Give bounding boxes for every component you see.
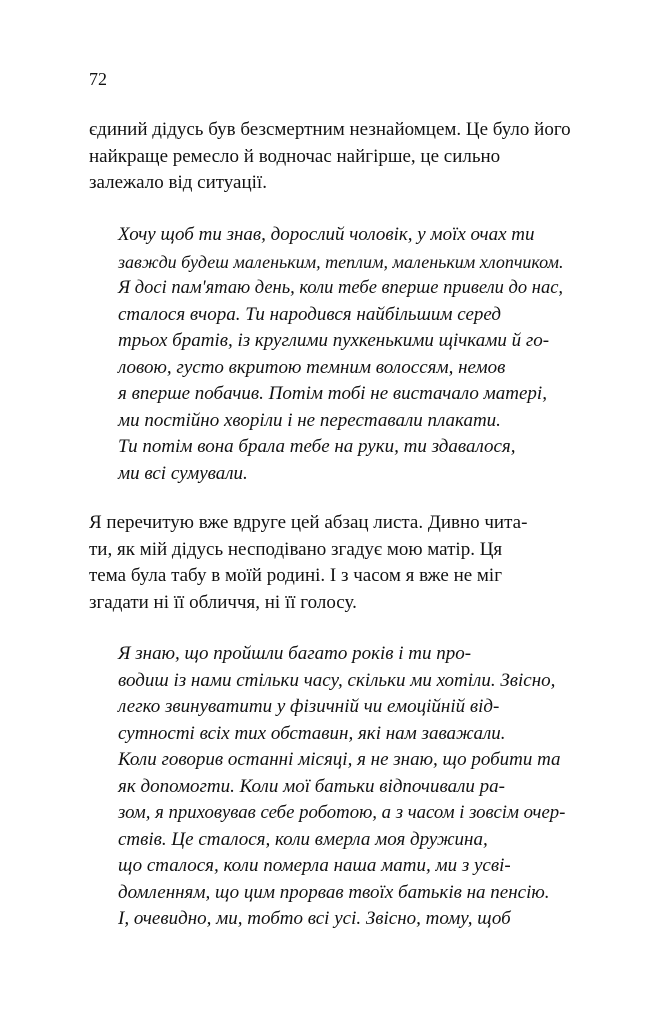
- quote-line: водиш із нами стільки часу, скільки ми хотіли. Звісно,: [118, 669, 556, 691]
- text-line: єдиний дідусь був безсмертним незнайомцем. Це було його: [89, 119, 571, 140]
- quote-line: ствів. Це сталося, коли вмерла моя дружина,: [118, 828, 488, 850]
- quote-line: легко звинуватити у фізичній чи емоційній від-: [118, 696, 500, 717]
- letter-quote-2: [118, 641, 568, 933]
- quote-line: ми всі сумували.: [118, 462, 248, 484]
- quote-line: Я досі пам'ятаю день, коли тебе вперше привели до нас,: [118, 278, 564, 298]
- text-line: ти, як мій дідусь несподівано згадує мою матір. Ця: [89, 538, 503, 560]
- text-line: згадати ні її обличчя, ні її голосу.: [89, 591, 357, 613]
- quote-line: Коли говорив останні місяці, я не знаю, що робити та: [118, 749, 561, 770]
- text-line: найкраще ремесло й водночас найгірше, це сильно: [89, 145, 501, 167]
- quote-line: домленням, що цим прорвав твоїх батьків на пенсію.: [118, 881, 550, 903]
- quote-line: сутності всіх тих обставин, які нам заважали.: [118, 722, 506, 744]
- quote-line: Хочу щоб ти знав, дорослий чоловік, у моїх очах ти: [118, 224, 535, 245]
- quote-line: що сталося, коли померла наша мати, ми з усві-: [118, 855, 511, 876]
- body-paragraph-1: [89, 117, 584, 197]
- body-paragraph-2: [89, 510, 584, 616]
- quote-line: завжди будеш маленьким, теплим, маленьким хлопчиком.: [118, 251, 564, 272]
- quote-line: як допомогти. Коли мої батьки відпочивали ра-: [118, 775, 505, 797]
- quote-line: сталося вчора. Ти народився найбільшим серед: [118, 303, 501, 325]
- quote-line: І, очевидно, ми, тобто всі усі. Звісно, тому, щоб: [118, 908, 511, 929]
- quote-line: зом, я приховував себе роботою, а з часом і зовсім очер-: [118, 802, 566, 823]
- quote-line: ми постійно хворіли і не переставали плакати.: [118, 409, 501, 431]
- quote-line: я вперше побачив. Потім тобі не вистачало матері,: [118, 383, 547, 404]
- quote-line: Ти потім вона брала тебе на руки, ти здавалося,: [118, 436, 516, 457]
- page-number: 72: [89, 69, 107, 89]
- text-line: залежало від ситуації.: [89, 172, 267, 193]
- text-line: тема була табу в моїй родині. І з часом я вже не міг: [89, 565, 503, 586]
- text-line: Я перечитую вже вдруге цей абзац листа. Дивно чита-: [89, 512, 528, 533]
- quote-line: трьох братів, із круглими пухкенькими щічками й го-: [118, 330, 550, 351]
- letter-quote-1: [118, 222, 568, 487]
- quote-line: ловою, густо вкритою темним волоссям, немов: [118, 356, 506, 378]
- quote-line: Я знаю, що пройшли багато років і ти про-: [118, 643, 472, 664]
